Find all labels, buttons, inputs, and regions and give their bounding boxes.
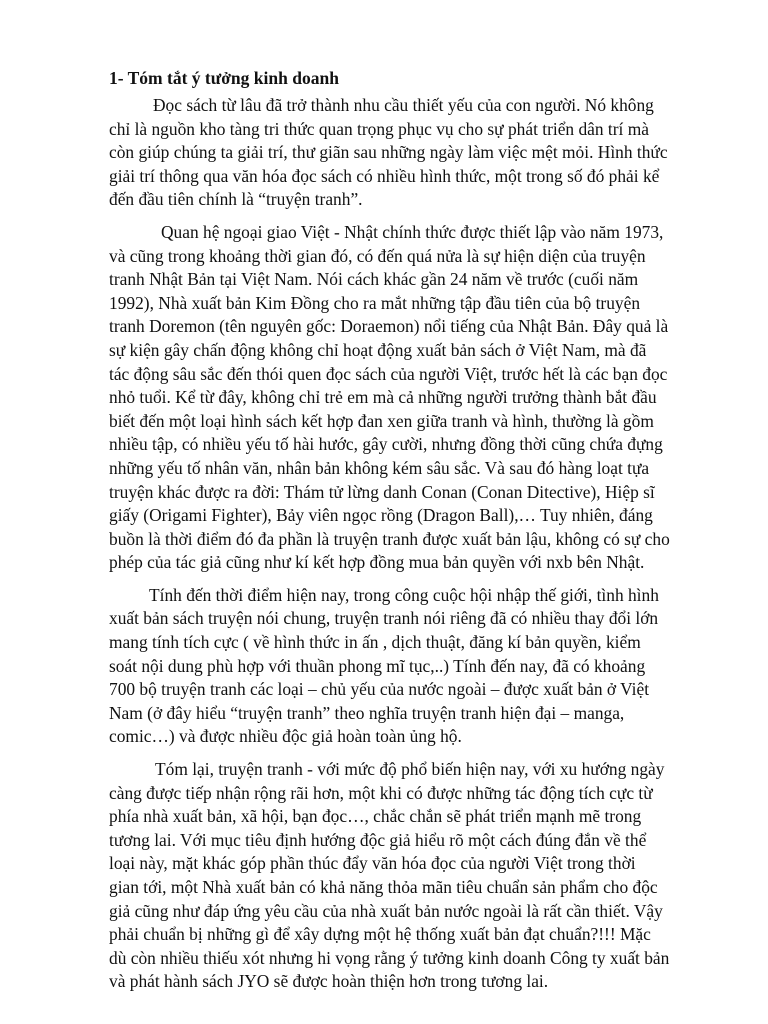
paragraph-line: mang tính tích cực ( về hình thức in ấn , dịch thuật, đăng kí bản quyền, kiểm [109, 632, 641, 653]
paragraph-line: nhiều tập, có nhiều yếu tố hài hước, gây cười, nhưng đồng thời cũng chứa đựng [109, 434, 663, 455]
paragraph-4 [109, 758, 694, 994]
paragraph-line: nhỏ tuổi. Kể từ đây, không chỉ trẻ em mà cả những người trưởng thành bắt đầu [109, 387, 657, 408]
paragraph-line: giả cũng như đáp ứng yêu cầu của nhà xuất bản nước ngoài là rất cần thiết. Vậy [109, 900, 663, 921]
paragraph-line: giấy (Origami Fighter), Bảy viên ngọc rồng (Dragon Ball),… Tuy nhiên, đáng [109, 505, 653, 526]
paragraph-line: 700 bộ truyện tranh các loại – chủ yếu của nước ngoài – được xuất bản ở Việt [109, 679, 650, 700]
paragraph-line: chỉ là nguồn kho tàng tri thức quan trọng phục vụ cho sự phát triển dân trí mà [109, 118, 649, 139]
paragraph-line: Tóm lại, truyện tranh - với mức độ phổ biến hiện nay, với xu hướng ngày [155, 759, 665, 780]
paragraph-line: còn giúp chúng ta giải trí, thư giãn sau những ngày làm việc mệt mỏi. Hình thức [109, 142, 668, 163]
paragraph-line: phép của tác giả cũng như kí kết hợp đồng mua bản quyền với nxb bên Nhật. [109, 552, 645, 573]
paragraph-line: đến đầu tiên chính là “truyện tranh”. [109, 189, 363, 210]
paragraph-line: và cũng trong khoảng thời gian đó, có đến quá nửa là sự hiện diện của truyện [109, 245, 646, 266]
paragraph-3 [109, 584, 694, 749]
paragraph-line: tranh Nhật Bản tại Việt Nam. Nói cách khác gần 24 năm về trước (cuối năm [109, 269, 639, 290]
paragraph-line: loại này, mặt khác góp phần thúc đẩy văn hóa đọc của người Việt trong thời [109, 853, 636, 874]
paragraph-line: truyện khác được ra đời: Thám tử lừng danh Conan (Conan Ditective), Hiệp sĩ [109, 481, 655, 502]
paragraph-line: comic…) và được nhiều độc giả hoàn toàn ủng hộ. [109, 726, 462, 747]
paragraph-line: Quan hệ ngoại giao Việt - Nhật chính thức được thiết lập vào năm 1973, [161, 221, 664, 242]
paragraph-line: biết đến một loại hình sách kết hợp đan xen giữa tranh và hình, thường là gồm [109, 410, 654, 431]
paragraph-line: soát nội dung phù hợp với thuần phong mĩ tục,..) Tính đến nay, đã có khoảng [109, 655, 646, 676]
paragraph-line: dù còn nhiều thiếu xót nhưng hi vọng rằng ý tưởng kinh doanh Công ty xuất bản [109, 947, 670, 968]
paragraph-line: xuất bản sách truyện nói chung, truyện tranh nói riêng đã có nhiều thay đổi lớn [109, 608, 659, 629]
paragraph-line: Tính đến thời điểm hiện nay, trong công cuộc hội nhập thế giới, tình hình [149, 584, 659, 605]
paragraph-line: buồn là thời điểm đó đa phần là truyện tranh được xuất bản lậu, không có sự cho [109, 528, 670, 549]
paragraph-line: những yếu tố nhân văn, nhân bản không kém sâu sắc. Và sau đó hàng loạt tựa [109, 457, 650, 478]
paragraph-line: gian tới, một Nhà xuất bản có khả năng thỏa mãn tiêu chuẩn sản phẩm cho độc [109, 877, 658, 897]
paragraph-line: 1992), Nhà xuất bản Kim Đồng cho ra mắt những tập đầu tiên của bộ truyện [109, 292, 641, 313]
paragraph-line: tương lai. Với mục tiêu định hướng độc giả hiểu rõ một cách đúng đắn về thể [109, 829, 647, 850]
paragraph-line: Đọc sách từ lâu đã trở thành nhu cầu thiết yếu của con người. Nó không [153, 95, 654, 115]
paragraph-line: Nam (ở đây hiểu “truyện tranh” theo nghĩa truyện tranh hiện đại – manga, [109, 702, 625, 723]
paragraph-line: tác động sâu sắc đến thói quen đọc sách của người Việt, trước hết là các bạn đọc [109, 363, 668, 384]
paragraph-2 [109, 221, 694, 575]
section-heading: 1- Tóm tắt ý tưởng kinh doanh [109, 68, 339, 88]
paragraph-line: và phát hành sách JYO sẽ được hoàn thiện hơn trong tương lai. [109, 971, 549, 992]
paragraph-line: tranh Doremon (tên nguyên gốc: Doraemon) nổi tiếng của Nhật Bản. Đây quả là [109, 316, 669, 337]
paragraph-line: phải chuẩn bị những gì để xây dựng một hệ thống xuất bản đạt chuẩn?!!! Mặc [109, 924, 651, 945]
paragraph-1 [109, 94, 694, 212]
document-page [109, 66, 694, 1003]
paragraph-line: sự kiện gây chấn động không chỉ hoạt động xuất bản sách ở Việt Nam, mà đã [109, 339, 647, 360]
paragraph-line: phía nhà xuất bản, xã hội, bạn đọc…, chắc chắn sẽ phát triển mạnh mẽ trong [109, 806, 642, 827]
paragraph-line: giải trí thông qua văn hóa đọc sách có nhiều hình thức, một trong số đó phải kể [109, 165, 660, 186]
paragraph-line: càng được tiếp nhận rộng rãi hơn, một khi có được những tác động tích cực từ [109, 782, 653, 803]
